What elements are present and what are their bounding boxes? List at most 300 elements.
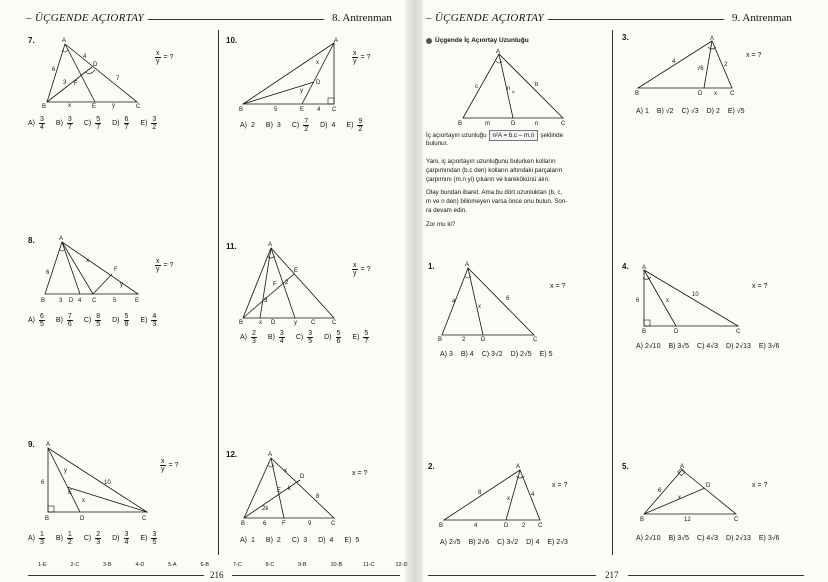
option-letter: C) xyxy=(291,122,300,130)
option-letter: C) xyxy=(83,535,92,543)
option-fraction: $\frac{6}{5}$ xyxy=(40,313,44,329)
svg-text:2: 2 xyxy=(462,337,466,343)
question-8-options xyxy=(28,313,168,329)
question-11-number: 11. xyxy=(226,242,237,251)
option-letter: A) xyxy=(28,317,35,325)
option-fraction: $\frac{4}{3}$ xyxy=(152,313,157,329)
svg-text:4: 4 xyxy=(83,54,87,60)
answer-option[interactable] xyxy=(28,116,45,132)
book-gutter xyxy=(405,0,423,582)
question-7-number: 7. xyxy=(28,36,35,45)
svg-text:7: 7 xyxy=(116,76,120,82)
info-paragraph-4: Zor mu ki? xyxy=(426,221,456,228)
svg-text:B: B xyxy=(458,121,463,127)
option-fraction: $\frac{3}{5}$ xyxy=(308,330,313,346)
option-letter: D) xyxy=(320,122,328,130)
svg-text:A: A xyxy=(710,36,715,42)
answer-option[interactable] xyxy=(140,531,157,547)
answer-option[interactable] xyxy=(112,116,129,132)
question-8-number: 8. xyxy=(28,236,35,245)
option-letter: C) xyxy=(291,537,300,544)
right-question-5-figure xyxy=(636,464,748,526)
svg-text:B: B xyxy=(42,104,47,110)
svg-text:y: y xyxy=(112,103,115,109)
svg-text:y: y xyxy=(64,468,67,474)
svg-text:B: B xyxy=(241,521,246,527)
right-question-3-figure xyxy=(632,36,742,98)
svg-text:6: 6 xyxy=(636,298,640,304)
option-letter: A) xyxy=(28,120,35,128)
option-value: 2 xyxy=(276,537,281,544)
svg-text:D: D xyxy=(706,483,711,489)
svg-text:8: 8 xyxy=(478,490,482,496)
question-12-number: 12. xyxy=(226,450,238,459)
svg-text:E: E xyxy=(135,298,140,304)
answer-option[interactable] xyxy=(84,313,101,329)
option-letter: B) xyxy=(55,535,63,543)
svg-text:y: y xyxy=(294,320,297,326)
info-line-1: İç açıortayın uzunluğu n²A = b.c – m.n şeklinde xyxy=(426,132,564,139)
answer-option[interactable]: B) 4 xyxy=(460,351,474,358)
right-question-5-number: 5. xyxy=(622,462,629,471)
svg-text:8: 8 xyxy=(316,494,320,500)
right-question-1-prompt: x = ? xyxy=(550,283,566,290)
svg-text:C: C xyxy=(730,91,735,97)
answer-key-item: 2-C xyxy=(70,562,80,568)
svg-text:A: A xyxy=(46,442,51,448)
option-fraction: $\frac{5}{7}$ xyxy=(96,116,101,132)
option-letter: A) xyxy=(240,334,247,342)
answer-option[interactable]: E) 5 xyxy=(539,351,553,358)
svg-text:C: C xyxy=(533,337,538,343)
svg-text:A: A xyxy=(334,38,339,44)
right-footer-rule-b xyxy=(628,575,804,576)
option-value: 4 xyxy=(329,537,334,544)
question-10-options xyxy=(240,118,374,134)
svg-text:5: 5 xyxy=(113,298,117,304)
svg-text:x: x xyxy=(666,298,669,304)
right-header-title: – ÜÇGENDE AÇIORTAY xyxy=(426,12,545,24)
svg-text:C: C xyxy=(561,121,566,127)
svg-text:D: D xyxy=(271,320,276,326)
svg-text:B: B xyxy=(239,320,244,326)
answer-option[interactable]: A) 3 xyxy=(440,351,453,358)
right-question-4-number: 4. xyxy=(622,262,629,271)
answer-option[interactable] xyxy=(240,537,255,544)
info-line-2: bulunur. xyxy=(426,140,449,147)
svg-text:C: C xyxy=(142,516,147,522)
answer-option[interactable] xyxy=(84,116,101,132)
svg-text:x: x xyxy=(82,498,85,504)
answer-option[interactable] xyxy=(352,330,369,346)
option-fraction: $\frac{3}{4}$ xyxy=(279,330,284,346)
svg-text:D: D xyxy=(504,523,509,529)
svg-text:A: A xyxy=(268,452,273,458)
answer-option[interactable] xyxy=(140,313,157,329)
left-footer-rule-b xyxy=(232,575,400,576)
svg-text:A: A xyxy=(516,464,521,470)
svg-text:E: E xyxy=(68,490,73,496)
answer-option[interactable] xyxy=(56,313,73,329)
answer-option[interactable]: E) 3√6 xyxy=(758,343,780,350)
answer-option[interactable]: A) 2√10 xyxy=(636,343,661,350)
svg-text:m: m xyxy=(485,121,490,127)
answer-key-item: 9-B xyxy=(298,562,307,568)
svg-text:3: 3 xyxy=(63,80,67,86)
answer-option[interactable]: B) 3√5 xyxy=(668,343,690,350)
option-fraction: $\frac{5}{8}$ xyxy=(124,313,129,329)
info-paragraph-2: Yani, iç açıortayın uzunluğunu bulurken kolların çarpımından (b.c den) kolların altındaki parçaların çarpımını (m.n yi) çıkarın ve karekökünü alın. xyxy=(426,158,563,183)
svg-text:E: E xyxy=(92,104,97,110)
option-letter: D) xyxy=(112,535,120,543)
question-7-options xyxy=(28,116,168,132)
svg-text:y: y xyxy=(120,282,123,288)
option-letter: E) xyxy=(140,535,148,543)
svg-text:C: C xyxy=(92,298,97,304)
svg-text:B: B xyxy=(642,329,647,335)
option-fraction: $\frac{6}{7}$ xyxy=(124,116,129,132)
svg-text:C: C xyxy=(332,320,337,326)
svg-text:x: x xyxy=(86,258,89,264)
question-9-options xyxy=(28,531,168,547)
svg-text:6: 6 xyxy=(263,521,267,527)
svg-text:4: 4 xyxy=(452,299,456,305)
svg-text:x: x xyxy=(284,468,287,474)
answer-option[interactable] xyxy=(112,531,129,547)
answer-option[interactable]: B) 2√6 xyxy=(468,539,490,546)
svg-text:D: D xyxy=(69,298,74,304)
svg-text:√6: √6 xyxy=(697,66,704,72)
left-page-number: 216 xyxy=(210,570,224,580)
svg-text:C: C xyxy=(736,329,741,335)
option-letter: E) xyxy=(344,537,352,544)
svg-text:x: x xyxy=(714,91,717,97)
svg-text:6: 6 xyxy=(41,480,45,486)
info-figure xyxy=(455,50,575,128)
option-fraction: $\frac{3}{4}$ xyxy=(124,531,129,547)
option-value: 4 xyxy=(331,122,336,130)
option-letter: B) xyxy=(55,317,63,325)
right-header-rule xyxy=(548,19,724,20)
svg-text:x: x xyxy=(478,304,481,310)
question-7-figure xyxy=(40,36,150,111)
svg-text:C: C xyxy=(734,517,739,523)
answer-option[interactable]: D) 2 xyxy=(706,108,720,115)
answer-option[interactable] xyxy=(320,122,335,129)
answer-option[interactable]: D) 2√13 xyxy=(726,343,751,350)
svg-text:6: 6 xyxy=(46,270,50,276)
answer-option[interactable]: A) 1 xyxy=(636,108,649,115)
option-letter: C) xyxy=(83,317,92,325)
svg-text:b: b xyxy=(535,82,539,88)
left-column-divider xyxy=(218,30,219,555)
answer-option[interactable]: B) √2 xyxy=(656,108,674,115)
svg-text:10: 10 xyxy=(692,292,699,298)
answer-option[interactable] xyxy=(56,116,73,132)
answer-option[interactable]: A) 2√10 xyxy=(636,535,661,542)
question-8-figure xyxy=(40,236,150,306)
svg-text:k: k xyxy=(288,486,291,492)
bullet-icon xyxy=(426,38,432,44)
svg-text:9: 9 xyxy=(308,521,312,527)
question-11-ratio: $\frac{x}{y}$ = ? xyxy=(353,262,371,278)
right-question-4-prompt: x = ? xyxy=(752,283,768,290)
svg-text:B: B xyxy=(640,517,645,523)
question-7-ratio: $\frac{x}{y}$ = ? xyxy=(156,50,174,66)
svg-text:3: 3 xyxy=(264,298,268,304)
answer-option[interactable]: A) 2√5 xyxy=(440,539,461,546)
answer-key-item: 7-C xyxy=(233,562,242,568)
right-question-1-figure xyxy=(436,262,546,342)
option-fraction: $\frac{1}{3}$ xyxy=(40,531,44,547)
answer-option[interactable]: D) 2√5 xyxy=(510,351,532,358)
option-letter: A) xyxy=(240,122,247,130)
answer-key-item: 8-C xyxy=(265,562,275,568)
option-value: 3 xyxy=(303,537,308,544)
svg-text:E: E xyxy=(294,268,299,274)
svg-text:x: x xyxy=(259,320,262,326)
answer-key-item: 4-D xyxy=(135,562,145,568)
answer-option[interactable]: C) 3√2 xyxy=(497,539,519,546)
answer-option[interactable] xyxy=(84,531,101,547)
option-fraction: $\frac{3}{5}$ xyxy=(152,531,157,547)
svg-text:A: A xyxy=(680,464,685,470)
svg-text:A: A xyxy=(268,242,273,248)
info-paragraph-3: Olay bundan ibaret. Ama bu dört uzunluktan (b, c, m ve n den) bilinmeyen varsa önce onu bulun. Son- ra devam edin. xyxy=(426,189,568,214)
svg-text:E: E xyxy=(277,488,282,494)
option-letter: D) xyxy=(324,334,332,342)
answer-option[interactable] xyxy=(266,537,281,544)
right-question-3-prompt: x = ? xyxy=(746,52,762,59)
svg-text:A: A xyxy=(512,89,515,94)
option-fraction: $\frac{9}{2}$ xyxy=(358,118,363,134)
svg-text:5: 5 xyxy=(274,107,278,113)
svg-text:2k: 2k xyxy=(262,506,269,512)
answer-option[interactable] xyxy=(240,122,255,129)
option-letter: C) xyxy=(83,120,92,128)
option-fraction: $\frac{5}{7}$ xyxy=(364,330,369,346)
svg-text:A: A xyxy=(59,236,64,242)
option-fraction: $\frac{3}{2}$ xyxy=(152,116,157,132)
option-value: 3 xyxy=(276,122,281,130)
option-letter: E) xyxy=(140,120,148,128)
question-9-number: 9. xyxy=(28,440,35,449)
svg-text:4: 4 xyxy=(531,492,535,498)
right-question-1-options xyxy=(440,351,560,358)
question-10-figure xyxy=(238,36,348,111)
answer-option[interactable]: E) 3√6 xyxy=(758,535,780,542)
answer-option[interactable]: C) 4√3 xyxy=(697,343,719,350)
svg-text:C: C xyxy=(136,104,141,110)
option-fraction: $\frac{2}{3}$ xyxy=(252,330,256,346)
svg-text:2: 2 xyxy=(522,523,526,529)
answer-option[interactable] xyxy=(112,313,129,329)
answer-key-item: 5-A xyxy=(168,562,177,568)
answer-option[interactable] xyxy=(318,537,333,544)
left-header-section: 8. Antrenman xyxy=(332,12,392,24)
answer-option[interactable]: E) √5 xyxy=(727,108,745,115)
svg-text:D: D xyxy=(698,91,703,97)
answer-option[interactable] xyxy=(324,330,341,346)
question-12-figure xyxy=(238,450,348,530)
svg-text:D: D xyxy=(80,516,85,522)
svg-text:B: B xyxy=(438,337,443,343)
svg-text:10: 10 xyxy=(104,480,111,486)
right-page-number: 217 xyxy=(605,570,619,580)
option-letter: B) xyxy=(265,122,273,130)
svg-text:B: B xyxy=(41,298,46,304)
answer-option[interactable]: D) 2√13 xyxy=(726,535,751,542)
answer-option[interactable]: B) 3√5 xyxy=(668,535,690,542)
svg-text:F: F xyxy=(74,81,78,87)
answer-key-item: 1-E xyxy=(38,562,47,568)
answer-option[interactable] xyxy=(292,118,309,134)
left-header-rule xyxy=(148,19,324,20)
svg-text:4: 4 xyxy=(78,298,82,304)
svg-text:4: 4 xyxy=(672,59,676,65)
option-value: 1 xyxy=(251,537,255,544)
svg-text:D: D xyxy=(511,121,516,127)
svg-text:B: B xyxy=(635,91,640,97)
svg-text:B: B xyxy=(439,523,444,529)
svg-text:2: 2 xyxy=(724,62,728,68)
answer-option[interactable] xyxy=(296,330,313,346)
svg-text:B: B xyxy=(45,516,50,522)
svg-text:B: B xyxy=(239,107,244,113)
right-question-2-number: 2. xyxy=(428,462,435,471)
answer-option[interactable]: C) √3 xyxy=(681,108,699,115)
option-fraction: $\frac{5}{6}$ xyxy=(336,330,341,346)
answer-key-item: 12-D xyxy=(395,562,408,568)
answer-option[interactable]: D) 4 xyxy=(526,539,540,546)
svg-text:6: 6 xyxy=(52,67,56,73)
question-9-figure xyxy=(40,440,155,520)
option-value: 2 xyxy=(251,122,255,130)
option-fraction: $\frac{2}{3}$ xyxy=(96,531,101,547)
right-question-4-options xyxy=(636,343,787,350)
svg-text:A: A xyxy=(62,38,67,44)
option-fraction: $\frac{3}{4}$ xyxy=(40,116,44,132)
question-11-figure xyxy=(238,242,350,324)
answer-option[interactable] xyxy=(28,313,45,329)
svg-text:A: A xyxy=(642,265,647,271)
svg-text:3: 3 xyxy=(59,298,63,304)
option-fraction: $\frac{1}{2}$ xyxy=(67,531,72,547)
formula-box: n²A = b.c – m.n xyxy=(489,130,539,141)
svg-text:D: D xyxy=(300,474,305,480)
question-12-prompt: x = ? xyxy=(352,470,368,477)
svg-text:C: C xyxy=(331,521,336,527)
answer-option[interactable] xyxy=(346,118,363,134)
option-letter: D) xyxy=(112,317,120,325)
option-letter: B) xyxy=(265,537,273,544)
svg-text:D: D xyxy=(674,329,679,335)
svg-text:F: F xyxy=(273,282,277,288)
svg-text:4: 4 xyxy=(317,107,321,113)
right-footer-rule-a xyxy=(428,575,596,576)
question-9-ratio: $\frac{x}{y}$ = ? xyxy=(161,458,179,474)
option-fraction: $\frac{8}{5}$ xyxy=(96,313,101,329)
option-letter: E) xyxy=(352,334,360,342)
question-12-options xyxy=(240,537,370,544)
option-letter: D) xyxy=(112,120,120,128)
answer-key-item: 6-B xyxy=(200,562,210,568)
svg-text:2: 2 xyxy=(285,280,289,286)
right-header-section: 9. Antrenman xyxy=(732,12,792,24)
question-8-ratio: $\frac{x}{y}$ = ? xyxy=(156,258,174,274)
option-fraction: $\frac{7}{2}$ xyxy=(304,118,309,134)
answer-option[interactable]: C) 4√3 xyxy=(697,535,719,542)
option-letter: E) xyxy=(346,122,354,130)
svg-text:x: x xyxy=(68,103,71,109)
svg-text:E: E xyxy=(300,107,305,113)
right-question-2-options xyxy=(440,539,576,546)
svg-text:D: D xyxy=(481,337,486,343)
answer-option[interactable] xyxy=(56,531,73,547)
question-10-ratio: $\frac{x}{y}$ = ? xyxy=(353,50,371,66)
svg-text:F: F xyxy=(282,521,286,527)
right-question-2-prompt: x = ? xyxy=(552,482,568,489)
svg-text:y: y xyxy=(300,88,303,94)
svg-text:12: 12 xyxy=(684,517,691,523)
answer-option[interactable] xyxy=(292,537,307,544)
svg-text:6: 6 xyxy=(506,296,510,302)
answer-option[interactable] xyxy=(140,116,157,132)
right-column-divider xyxy=(612,30,613,555)
svg-text:x: x xyxy=(678,495,681,501)
option-letter: B) xyxy=(267,334,275,342)
option-letter: D) xyxy=(318,537,326,544)
answer-option[interactable] xyxy=(240,330,257,346)
svg-text:6: 6 xyxy=(658,488,662,494)
option-letter: A) xyxy=(28,535,35,543)
answer-option[interactable] xyxy=(344,537,359,544)
answer-option[interactable]: E) 2√3 xyxy=(547,539,568,546)
right-question-4-figure xyxy=(632,264,747,336)
question-11-options xyxy=(240,330,380,346)
option-letter: B) xyxy=(55,120,63,128)
svg-text:x: x xyxy=(507,496,510,502)
right-question-3-number: 3. xyxy=(622,33,629,42)
svg-text:D: D xyxy=(93,62,98,68)
svg-text:F: F xyxy=(114,267,118,273)
question-10-number: 10. xyxy=(226,36,238,45)
right-question-1-number: 1. xyxy=(428,262,435,271)
answer-option[interactable] xyxy=(28,531,45,547)
svg-text:4: 4 xyxy=(474,523,478,529)
option-letter: E) xyxy=(140,317,148,325)
svg-text:n: n xyxy=(535,121,539,127)
right-question-5-prompt: x = ? xyxy=(752,482,768,489)
svg-text:A: A xyxy=(465,262,470,268)
answer-key-item: 3-B xyxy=(103,562,112,568)
answer-option[interactable]: C) 3√2 xyxy=(481,351,503,358)
option-letter: C) xyxy=(295,334,304,342)
answer-key xyxy=(38,562,428,568)
svg-text:x: x xyxy=(316,60,319,66)
option-letter: A) xyxy=(240,537,247,544)
svg-text:A: A xyxy=(496,49,501,55)
option-fraction: $\frac{3}{7}$ xyxy=(67,116,72,132)
right-question-2-figure xyxy=(436,462,556,532)
left-header-title: – ÜÇGENDE AÇIORTAY xyxy=(26,12,145,24)
answer-key-item: 11-C xyxy=(363,562,375,568)
svg-text:C: C xyxy=(538,523,543,529)
svg-text:n: n xyxy=(507,86,511,92)
answer-option[interactable] xyxy=(266,122,281,129)
answer-option[interactable] xyxy=(268,330,285,346)
option-value: 5 xyxy=(355,537,360,544)
